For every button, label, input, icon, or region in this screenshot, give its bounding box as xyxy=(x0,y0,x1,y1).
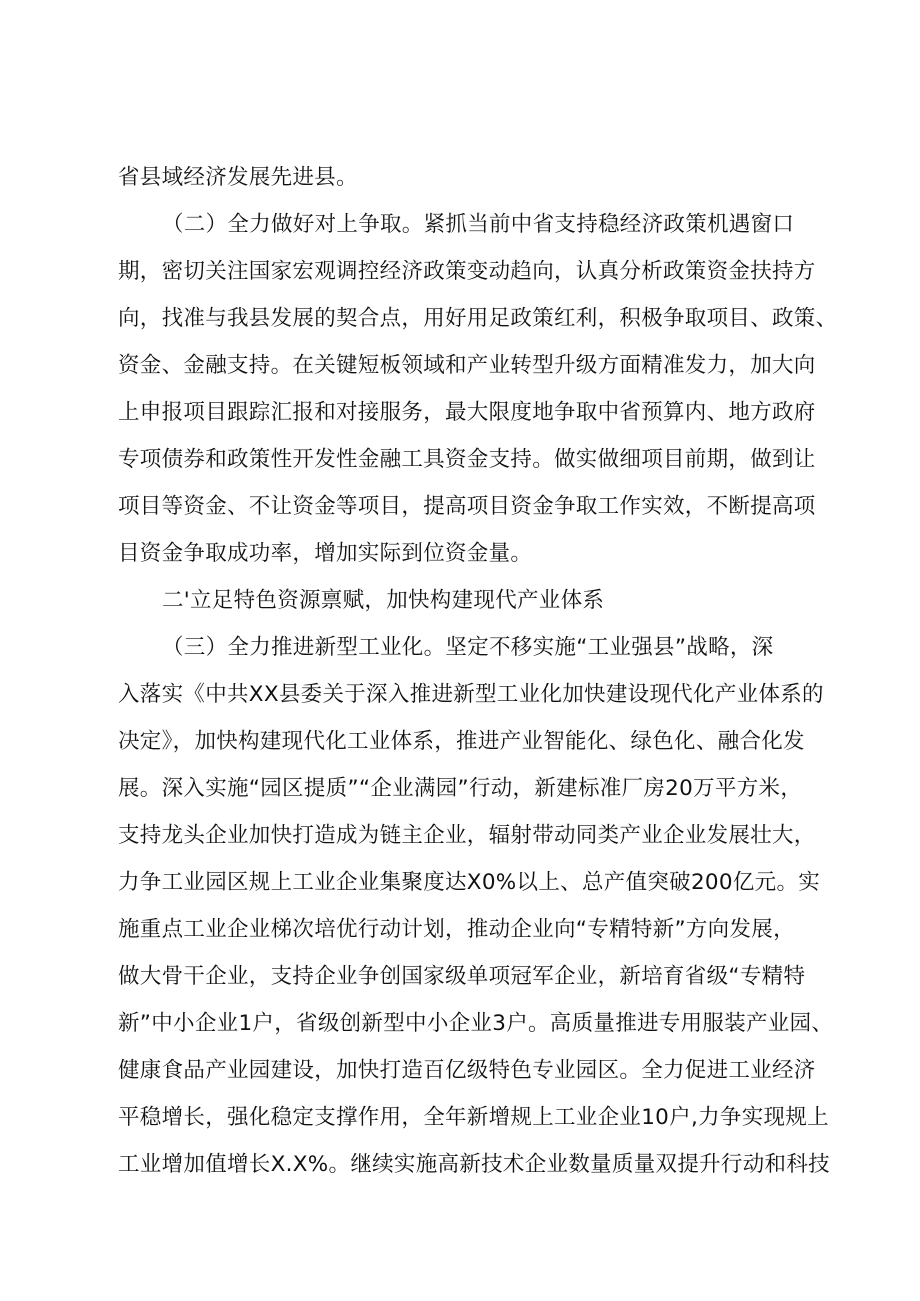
text-line: （三）全力推进新型工业化。坚定不移实施“工业强县”战略，深 xyxy=(162,635,774,660)
text-line: 项目等资金、不让资金等项目，提高项目资金争取工作实效，不断提高项 xyxy=(118,494,816,519)
text-line: 施重点工业企业梯次培优行动计划，推动企业向“专精特新”方向发展， xyxy=(118,917,795,942)
text-line: 工业增加值增长X.X%。继续实施高新技术企业数量质量双提升行动和科技 xyxy=(118,1152,830,1177)
text-line: （二）全力做好对上争取。紧抓当前中省支持稳经济政策机遇窗口 xyxy=(162,212,795,237)
text-line: 目资金争取成功率，增加实际到位资金量。 xyxy=(118,541,533,566)
text-line: 向，找准与我县发展的契合点，用好用足政策红利，积极争取项目、政策、 xyxy=(118,306,838,331)
section-heading: 二'立足特色资源禀赋，加快构建现代产业体系 xyxy=(162,588,605,613)
text-line: 省县域经济发展先进县。 xyxy=(118,165,358,190)
text-line: 新”中小企业1户，省级创新型中小企业3户。高质量推进专用服装产业园、 xyxy=(118,1011,834,1036)
text-line: 支持龙头企业加快打造成为链主企业，辐射带动同类产业企业发展壮大， xyxy=(118,823,816,848)
text-line: 专项债券和政策性开发性金融工具资金支持。做实做细项目前期，做到让 xyxy=(118,447,816,472)
text-line: 决定》，加快构建现代化工业体系，推进产业智能化、绿色化、融合化发 xyxy=(118,729,805,754)
text-line: 入落实《中共XX县委关于深入推进新型工业化加快建设现代化产业体系的 xyxy=(118,682,824,707)
text-line: 期，密切关注国家宏观调控经济政策变动趋向，认真分析政策资金扶持方 xyxy=(118,259,816,284)
text-line: 展。深入实施“园区提质”“企业满园”行动，新建标准厂房20万平方米， xyxy=(118,776,803,801)
text-line: 健康食品产业园建设，加快打造百亿级特色专业园区。全力促进工业经济 xyxy=(118,1058,816,1083)
text-line: 平稳增长，强化稳定支撑作用，全年新增规上工业企业10户,力争实现规上 xyxy=(118,1105,829,1130)
text-line: 做大骨干企业，支持企业争创国家级单项冠军企业，新培育省级“专精特 xyxy=(118,964,806,989)
text-line: 上申报项目跟踪汇报和对接服务，最大限度地争取中省预算内、地方政府 xyxy=(118,400,816,425)
text-line: 资金、金融支持。在关键短板领域和产业转型升级方面精准发力，加大向 xyxy=(118,353,816,378)
text-line: 力争工业园区规上工业企业集聚度达X0%以上、总产值突破200亿元。实 xyxy=(118,870,821,895)
